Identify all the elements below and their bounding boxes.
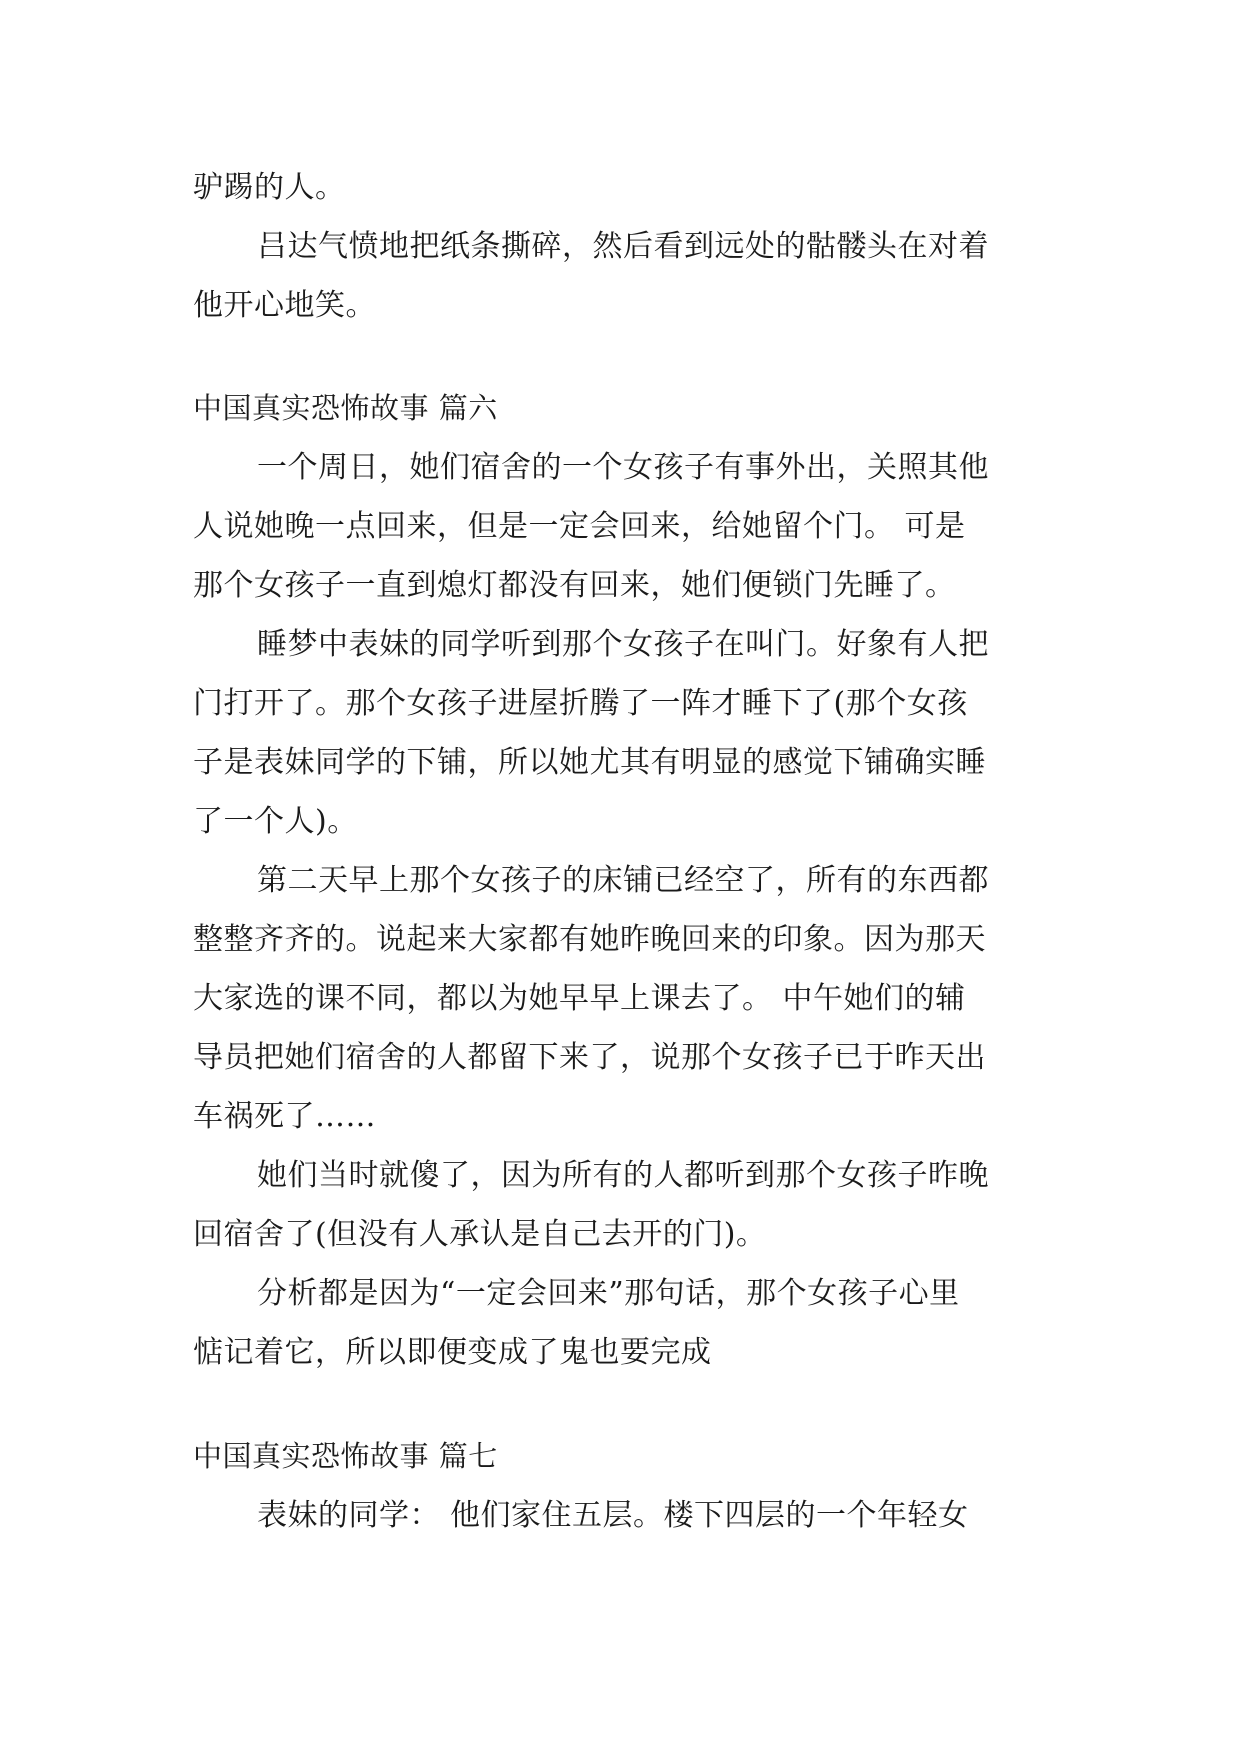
text-line: 睡梦中表妹的同学听到那个女孩子在叫门。好象有人把	[257, 627, 989, 662]
text-line: 整整齐齐的。说起来大家都有她昨晚回来的印象。因为那天	[193, 922, 986, 957]
text-line: 她们当时就傻了，因为所有的人都听到那个女孩子昨晚	[257, 1158, 989, 1193]
text-line: 惦记着它，所以即便变成了鬼也要完成	[193, 1335, 712, 1370]
text-line: 人说她晚一点回来，但是一定会回来，给她留个门。 可是	[193, 509, 966, 544]
text-line: 那个女孩子一直到熄灯都没有回来，她们便锁门先睡了。	[193, 568, 956, 603]
text-line: 第二天早上那个女孩子的床铺已经空了，所有的东西都	[257, 863, 989, 898]
text-line: 大家选的课不同，都以为她早早上课去了。 中午她们的辅	[193, 981, 966, 1016]
section-heading-6: 中国真实恐怖故事 篇六	[193, 391, 498, 425]
text-line: 表妹的同学： 他们家住五层。楼下四层的一个年轻女	[257, 1498, 969, 1533]
text-line: 导员把她们宿舍的人都留下来了，说那个女孩子已于昨天出	[193, 1040, 986, 1075]
text-line: 一个周日，她们宿舍的一个女孩子有事外出，关照其他	[257, 450, 989, 485]
text-line: 子是表妹同学的下铺，所以她尤其有明显的感觉下铺确实睡	[193, 745, 986, 780]
text-line: 驴踢的人。	[193, 170, 346, 205]
text-line: 门打开了。那个女孩子进屋折腾了一阵才睡下了(那个女孩	[193, 686, 968, 721]
text-line: 了一个人)。	[193, 804, 358, 839]
text-line: 车祸死了……	[193, 1099, 376, 1134]
text-line: 回宿舍了(但没有人承认是自己去开的门)。	[193, 1217, 767, 1252]
section-heading-7: 中国真实恐怖故事 篇七	[193, 1439, 498, 1473]
text-line: 他开心地笑。	[193, 288, 376, 323]
text-line: 吕达气愤地把纸条撕碎，然后看到远处的骷髅头在对着	[257, 229, 989, 264]
text-line: 分析都是因为“一定会回来”那句话，那个女孩子心里	[257, 1276, 960, 1311]
document-page	[193, 158, 1053, 1545]
